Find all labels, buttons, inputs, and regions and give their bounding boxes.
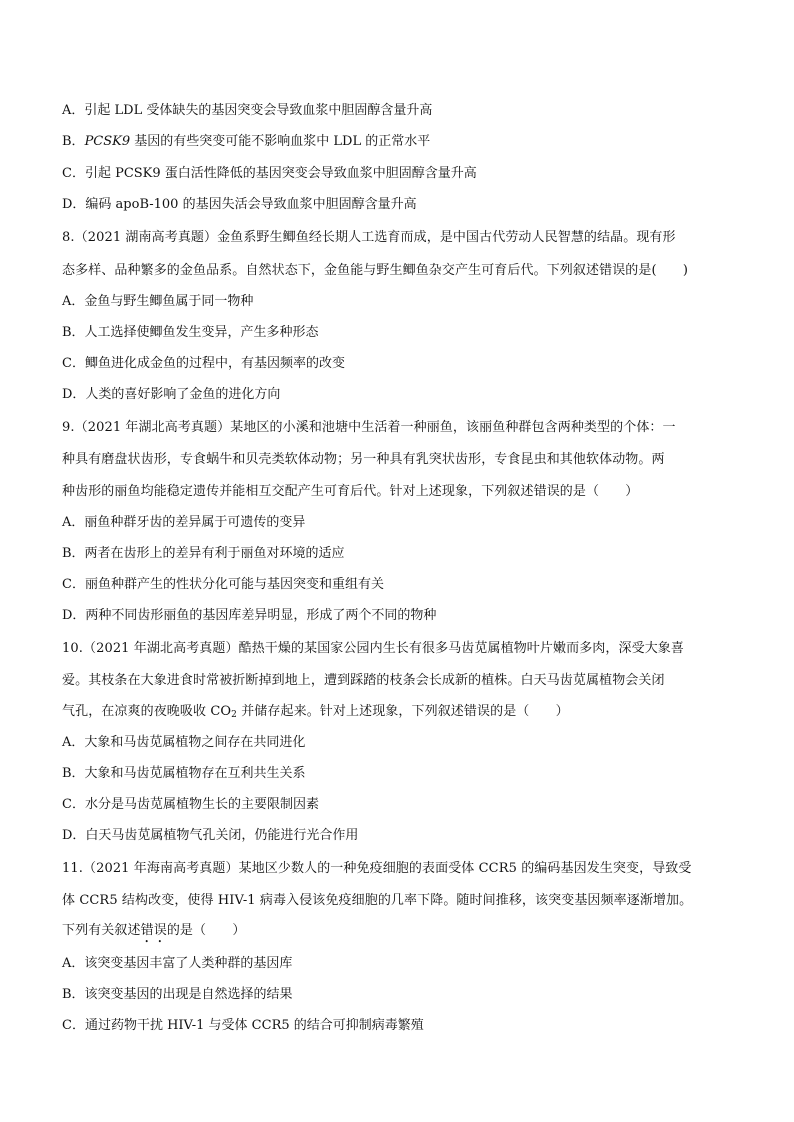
q9-option-c: C．丽鱼种群产生的性状分化可能与基因突变和重组有关	[62, 577, 384, 592]
emphasis-word: 错误	[140, 923, 167, 938]
q11-option-a: A．该突变基因丰富了人类种群的基因库	[62, 956, 293, 971]
q10-stem-line-3-pre: 气孔，在凉爽的夜晚吸收 CO	[62, 704, 232, 719]
q8-stem-line-1: 8.（2021 湖南高考真题）金鱼系野生鲫鱼经长期人工选育而成，是中国古代劳动人民智慧的结晶。现有形	[62, 230, 676, 245]
q11-stem-line-2: 体 CCR5 结构改变，使得 HIV-1 病毒入侵该免疫细胞的几率下降。随时间推移，该突变基因频率逐渐增加。	[62, 893, 693, 908]
q10-stem-line-1: 10.（2021 年湖北高考真题）酷热干燥的某国家公园内生长有很多马齿苋属植物叶片嫩而多肉，深受大象喜	[62, 641, 684, 656]
q11-stem-line-3	[62, 922, 245, 946]
q11-stem-line-3-post: 的是（ ）	[166, 923, 246, 938]
q11-stem-line-1: 11.（2021 年海南高考真题）某地区少数人的一种免疫细胞的表面受体 CCR5 的编码基因发生突变，导致受	[62, 861, 692, 876]
q9-stem-line-3: 种齿形的丽鱼均能稳定遗传并能相互交配产生可育后代。针对上述现象，下列叙述错误的是（ ）	[62, 484, 639, 499]
q8-option-d: D．人类的喜好影响了金鱼的进化方向	[62, 387, 281, 402]
gene-name: PCSK9	[84, 134, 131, 149]
q9-option-d: D．两种不同齿形丽鱼的基因库差异明显，形成了两个不同的物种	[62, 608, 437, 623]
q10-stem-line-3	[62, 703, 569, 724]
q8-option-a: A．金鱼与野生鲫鱼属于同一物种	[62, 294, 254, 309]
q8-option-c: C．鲫鱼进化成金鱼的过程中，有基因频率的改变	[62, 356, 345, 371]
q7-option-b	[62, 133, 430, 151]
q10-option-a: A．大象和马齿苋属植物之间存在共同进化	[62, 735, 306, 750]
q8-stem-line-2: 态多样、品种繁多的金鱼品系。自然状态下，金鱼能与野生鲫鱼杂交产生可育后代。下列叙述错误的是( )	[62, 263, 689, 278]
q7-option-b-text: 基因的有些突变可能不影响血浆中 LDL 的正常水平	[130, 134, 431, 149]
q7-option-d: D．编码 apoB-100 的基因失活会导致血浆中胆固醇含量升高	[62, 197, 417, 212]
q7-option-c: C．引起 PCSK9 蛋白活性降低的基因突变会导致血浆中胆固醇含量升高	[62, 166, 477, 181]
q10-stem-line-2: 爱。其枝条在大象进食时常被折断掉到地上，遭到踩踏的枝条会长成新的植株。白天马齿苋属植物会关闭	[62, 673, 665, 688]
q11-stem-line-3-pre: 下列有关叙述	[62, 923, 141, 938]
q9-option-b: B．两者在齿形上的差异有利于丽鱼对环境的适应	[62, 546, 345, 561]
q7-option-b-prefix: B．	[62, 134, 85, 149]
q10-option-c: C．水分是马齿苋属植物生长的主要限制因素	[62, 797, 319, 812]
q11-option-c: C．通过药物干扰 HIV-1 与受体 CCR5 的结合可抑制病毒繁殖	[62, 1018, 424, 1033]
q9-stem-line-2: 种具有磨盘状齿形，专食蜗牛和贝壳类软体动物；另一种具有乳突状齿形，专食昆虫和其他软体动物。两	[62, 452, 665, 467]
q10-option-b: B．大象和马齿苋属植物存在互利共生关系	[62, 766, 306, 781]
q8-option-b: B．人工选择使鲫鱼发生变异，产生多种形态	[62, 325, 319, 340]
q11-option-b: B．该突变基因的出现是自然选择的结果	[62, 987, 293, 1002]
q7-option-a: A．引起 LDL 受体缺失的基因突变会导致血浆中胆固醇含量升高	[62, 103, 433, 118]
q9-stem-line-1: 9.（2021 年湖北高考真题）某地区的小溪和池塘中生活着一种丽鱼，该丽鱼种群包含两种类型的个体：一	[62, 420, 676, 435]
q10-option-d: D．白天马齿苋属植物气孔关闭，仍能进行光合作用	[62, 828, 359, 843]
q10-stem-line-3-post: 并储存起来。针对上述现象，下列叙述错误的是（ ）	[236, 704, 569, 719]
co2-subscript: 2	[231, 710, 237, 720]
q9-option-a: A．丽鱼种群牙齿的差异属于可遗传的变异	[62, 515, 306, 530]
